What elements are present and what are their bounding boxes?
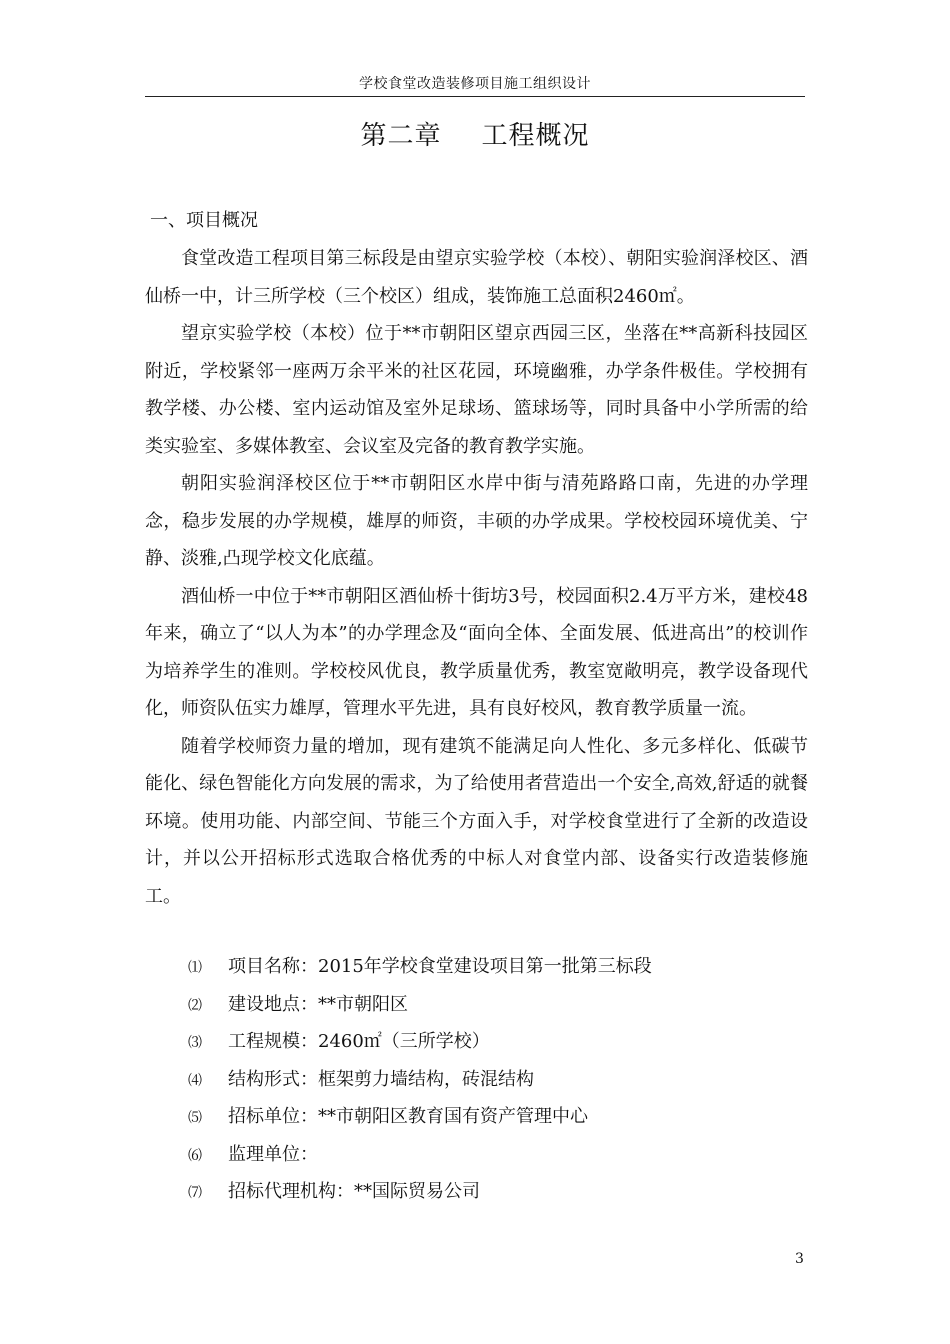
list-item [188,1023,808,1061]
list-item-text: 招标单位：**市朝阳区教育国有资产管理中心 [228,1106,588,1127]
list-item-number: ⑸ [188,1110,202,1126]
paragraph-background: 随着学校师资力量的增加，现有建筑不能满足向人性化、多元多样化、低碳节能化、绿色智能化方向发展的需求，为了给使用者营造出一个安全,高效,舒适的就餐环境。使用功能、内部空间、节能三个方面入手，对学校食堂进行了全新的改造设计，并以公开招标形式选取合格优秀的中标人对食堂内部、设备实行改造装修施工。 [145,735,808,907]
chapter-name: 工程概况 [481,121,590,151]
list-item-number: ⑹ [188,1147,202,1164]
list-item-text: 项目名称：2015年学校食堂建设项目第一批第三标段 [228,956,652,977]
list-item-text: 招标代理机构：**国际贸易公司 [228,1181,480,1202]
paragraph-runze: 朝阳实验润泽校区位于**市朝阳区水岸中街与清苑路路口南，先进的办学理念，稳步发展的办学规模，雄厚的师资，丰硕的办学成果。学校校园环境优美、宁静、淡雅,凸现学校文化底蕴。 [145,473,808,569]
list-item [188,1173,808,1211]
list-item [188,1061,808,1099]
paragraph-overview: 食堂改造工程项目第三标段是由望京实验学校（本校）、朝阳实验润泽校区、酒仙桥一中，计三所学校（三个校区）组成，装饰施工总面积2460㎡。 [145,248,808,307]
chapter-title [0,115,950,152]
list-item [188,1098,808,1136]
chapter-number: 第二章 [360,121,442,151]
header-divider [145,96,805,97]
list-item [188,986,808,1024]
paragraph-wangjing: 望京实验学校（本校）位于**市朝阳区望京西园三区，坐落在**高新科技园区附近，学校紧邻一座两万余平米的社区花园，环境幽雅，办学条件极佳。学校拥有教学楼、办公楼、室内运动馆及室外足球场、篮球场等，同时具备中小学所需的给类实验室、多媒体教室、会议室及完备的教育教学实施。 [145,323,808,457]
list-item-text: 工程规模：2460㎡（三所学校） [228,1031,490,1052]
page-number: 3 [795,1251,804,1267]
section-heading: 一、项目概况 [150,210,258,231]
project-info-list [188,948,808,1211]
list-item [188,1136,808,1174]
list-item-number: ⑴ [188,960,202,976]
list-item-number: ⑺ [188,1185,202,1201]
list-item-number: ⑷ [188,1072,202,1089]
paragraph-jiuxianqiao: 酒仙桥一中位于**市朝阳区酒仙桥十街坊3号，校园面积2.4万平方米，建校48年来，确立了“以人为本”的办学理念及“面向全体、全面发展、低进高出”的校训作为培养学生的准则。学校校风优良，教学质量优秀，教室宽敞明亮，教学设备现代化，师资队伍实力雄厚，管理水平先进，具有良好校风，教育教学质量一流。 [145,585,808,719]
list-item-text: 建设地点：**市朝阳区 [228,993,408,1015]
body-text [145,240,808,915]
list-item-text: 结构形式：框架剪力墙结构，砖混结构 [228,1068,534,1090]
list-item-number: ⑶ [188,1035,202,1051]
list-item-text: 监理单位： [228,1143,318,1165]
running-header: 学校食堂改造装修项目施工组织设计 [359,76,591,92]
list-item [188,948,808,986]
list-item-number: ⑵ [188,997,202,1014]
